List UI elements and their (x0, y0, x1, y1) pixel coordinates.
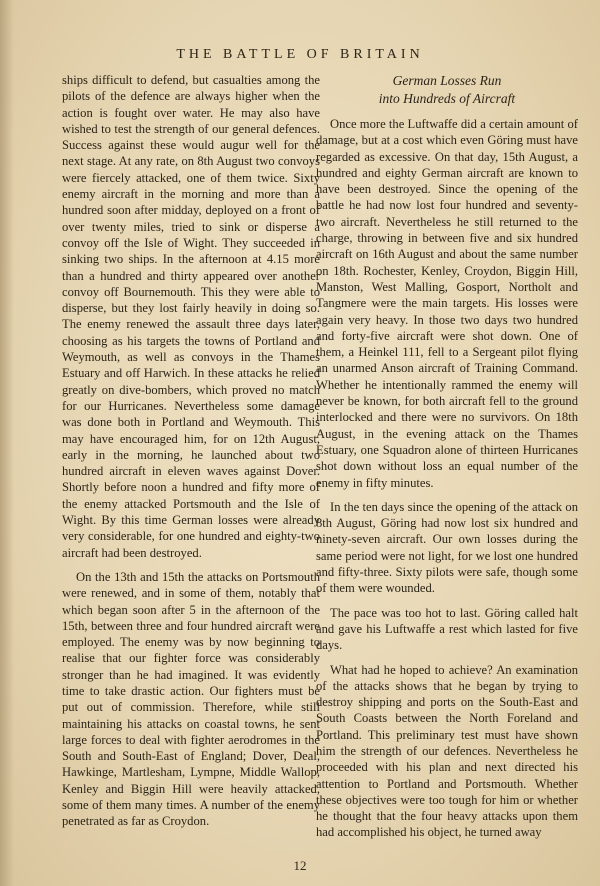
page-spine-shadow (0, 0, 14, 886)
right-column (316, 72, 578, 849)
running-title: THE BATTLE OF BRITAIN (176, 47, 424, 62)
left-column (62, 72, 320, 838)
subheading-line: into Hundreds of Aircraft (378, 91, 516, 106)
body-paragraph: The pace was too hot to last. Göring called halt and gave his Luftwaffe a rest which lasted for five days. (316, 605, 578, 653)
body-paragraph: In the ten days since the opening of the attack on 8th August, Göring had now lost six hundred and ninety-seven aircraft. Our own losses during the same period were not light, for we lost one hundred and fifty-three. Sixty pilots were safe, though some of them were wounded. (316, 499, 578, 596)
subheading-line: German Losses Run (392, 73, 502, 88)
page-number: 12 (293, 858, 307, 873)
body-paragraph: ships difficult to defend, but casualties among the pilots of the defence are always higher when the action is fought over water. He may also have wished to test the strength of our general defences. Success against these would augur well for the next stage. At any rate, on 8th August two convoys were fiercely attacked, one of them twice. Sixty enemy aircraft in the morning and more than a hundred soon after midday, deployed on a front of over twenty miles, tried to sink or disperse a convoy off the Isle of Wight. They succeeded in sinking two ships. In the afternoon at 4.15 more than a hundred and thirty appeared over another convoy off Bournemouth. This they were able to disperse, but they lost fairly heavily in doing so. The enemy renewed the assault three days later, choosing as his targets the towns of Portland and Weymouth, as well as convoys in the Thames Estuary and off Harwich. In these attacks he relied greatly on dive-bombers, which proved no match for our Hurricanes. Nevertheless some damage was done both in Portland and Weymouth. This may have encouraged him, for on 12th August, early in the morning, he launched about two hundred aircraft in eleven waves against Dover. Shortly before noon a hundred and fifty more of the enemy attacked Portsmouth and the Isle of Wight. By this time German losses were already very considerable, for one hundred and eighty-two aircraft had been destroyed. (62, 73, 320, 560)
body-paragraph: Once more the Luftwaffe did a certain amount of damage, but at a cost which even Göring must have regarded as excessive. On that day, 15th August, a hundred and eighty German aircraft are known to have been destroyed. Since the opening of the battle he had now lost four hundred and seventy-two aircraft. Nevertheless he still returned to the charge, throwing in between five and six hundred aircraft on 16th August and about the same number on 18th. Rochester, Kenley, Croydon, Biggin Hill, Manston, West Malling, Gosport, Northolt and Tangmere were the main targets. His losses were again very heavy. In those two days two hundred and forty-five aircraft were shot down. One of them, a Heinkel 111, fell to a Sergeant pilot flying an unarmed Anson aircraft of Training Command. Whether he intentionally rammed the enemy will never be known, for both aircraft fell to the ground interlocked and there were no survivors. On 18th August, in the evening attack on the Thames Estuary, one Squadron alone of thirteen Hurricanes shot down without loss an equal number of the enemy in fifty minutes. (316, 117, 578, 490)
body-paragraph: What had he hoped to achieve? An examination of the attacks shows that he began by trying to destroy shipping and ports on the South-East and South Coasts between the North Foreland and Portland. This preliminary test must have shown him the strength of our defences. Nevertheless he proceeded with his plan and next directed his attention to Portland and Portsmouth. Whether these objectives were too tough for him or whether he thought that the four heavy attacks upon them had accomplished his object, he turned away (316, 662, 578, 840)
section-subheading (316, 72, 578, 108)
body-paragraph: On the 13th and 15th the attacks on Portsmouth were renewed, and in some of them, notably that which began soon after 5 in the afternoon of the 15th, between three and four hundred aircraft were employed. The enemy was by now beginning to realise that our fighter force was considerably stronger than he had imagined. It was evidently time to take drastic action. Our fighters must be put out of commission. Therefore, while still maintaining his attacks on coastal towns, he sent large forces to deal with fighter aerodromes in the South and South-East of England; Dover, Deal, Hawkinge, Martlesham, Lympne, Middle Wallop, Kenley and Biggin Hill were heavily attacked, some of them many times. A number of the enemy penetrated as far as Croydon. (62, 569, 320, 829)
